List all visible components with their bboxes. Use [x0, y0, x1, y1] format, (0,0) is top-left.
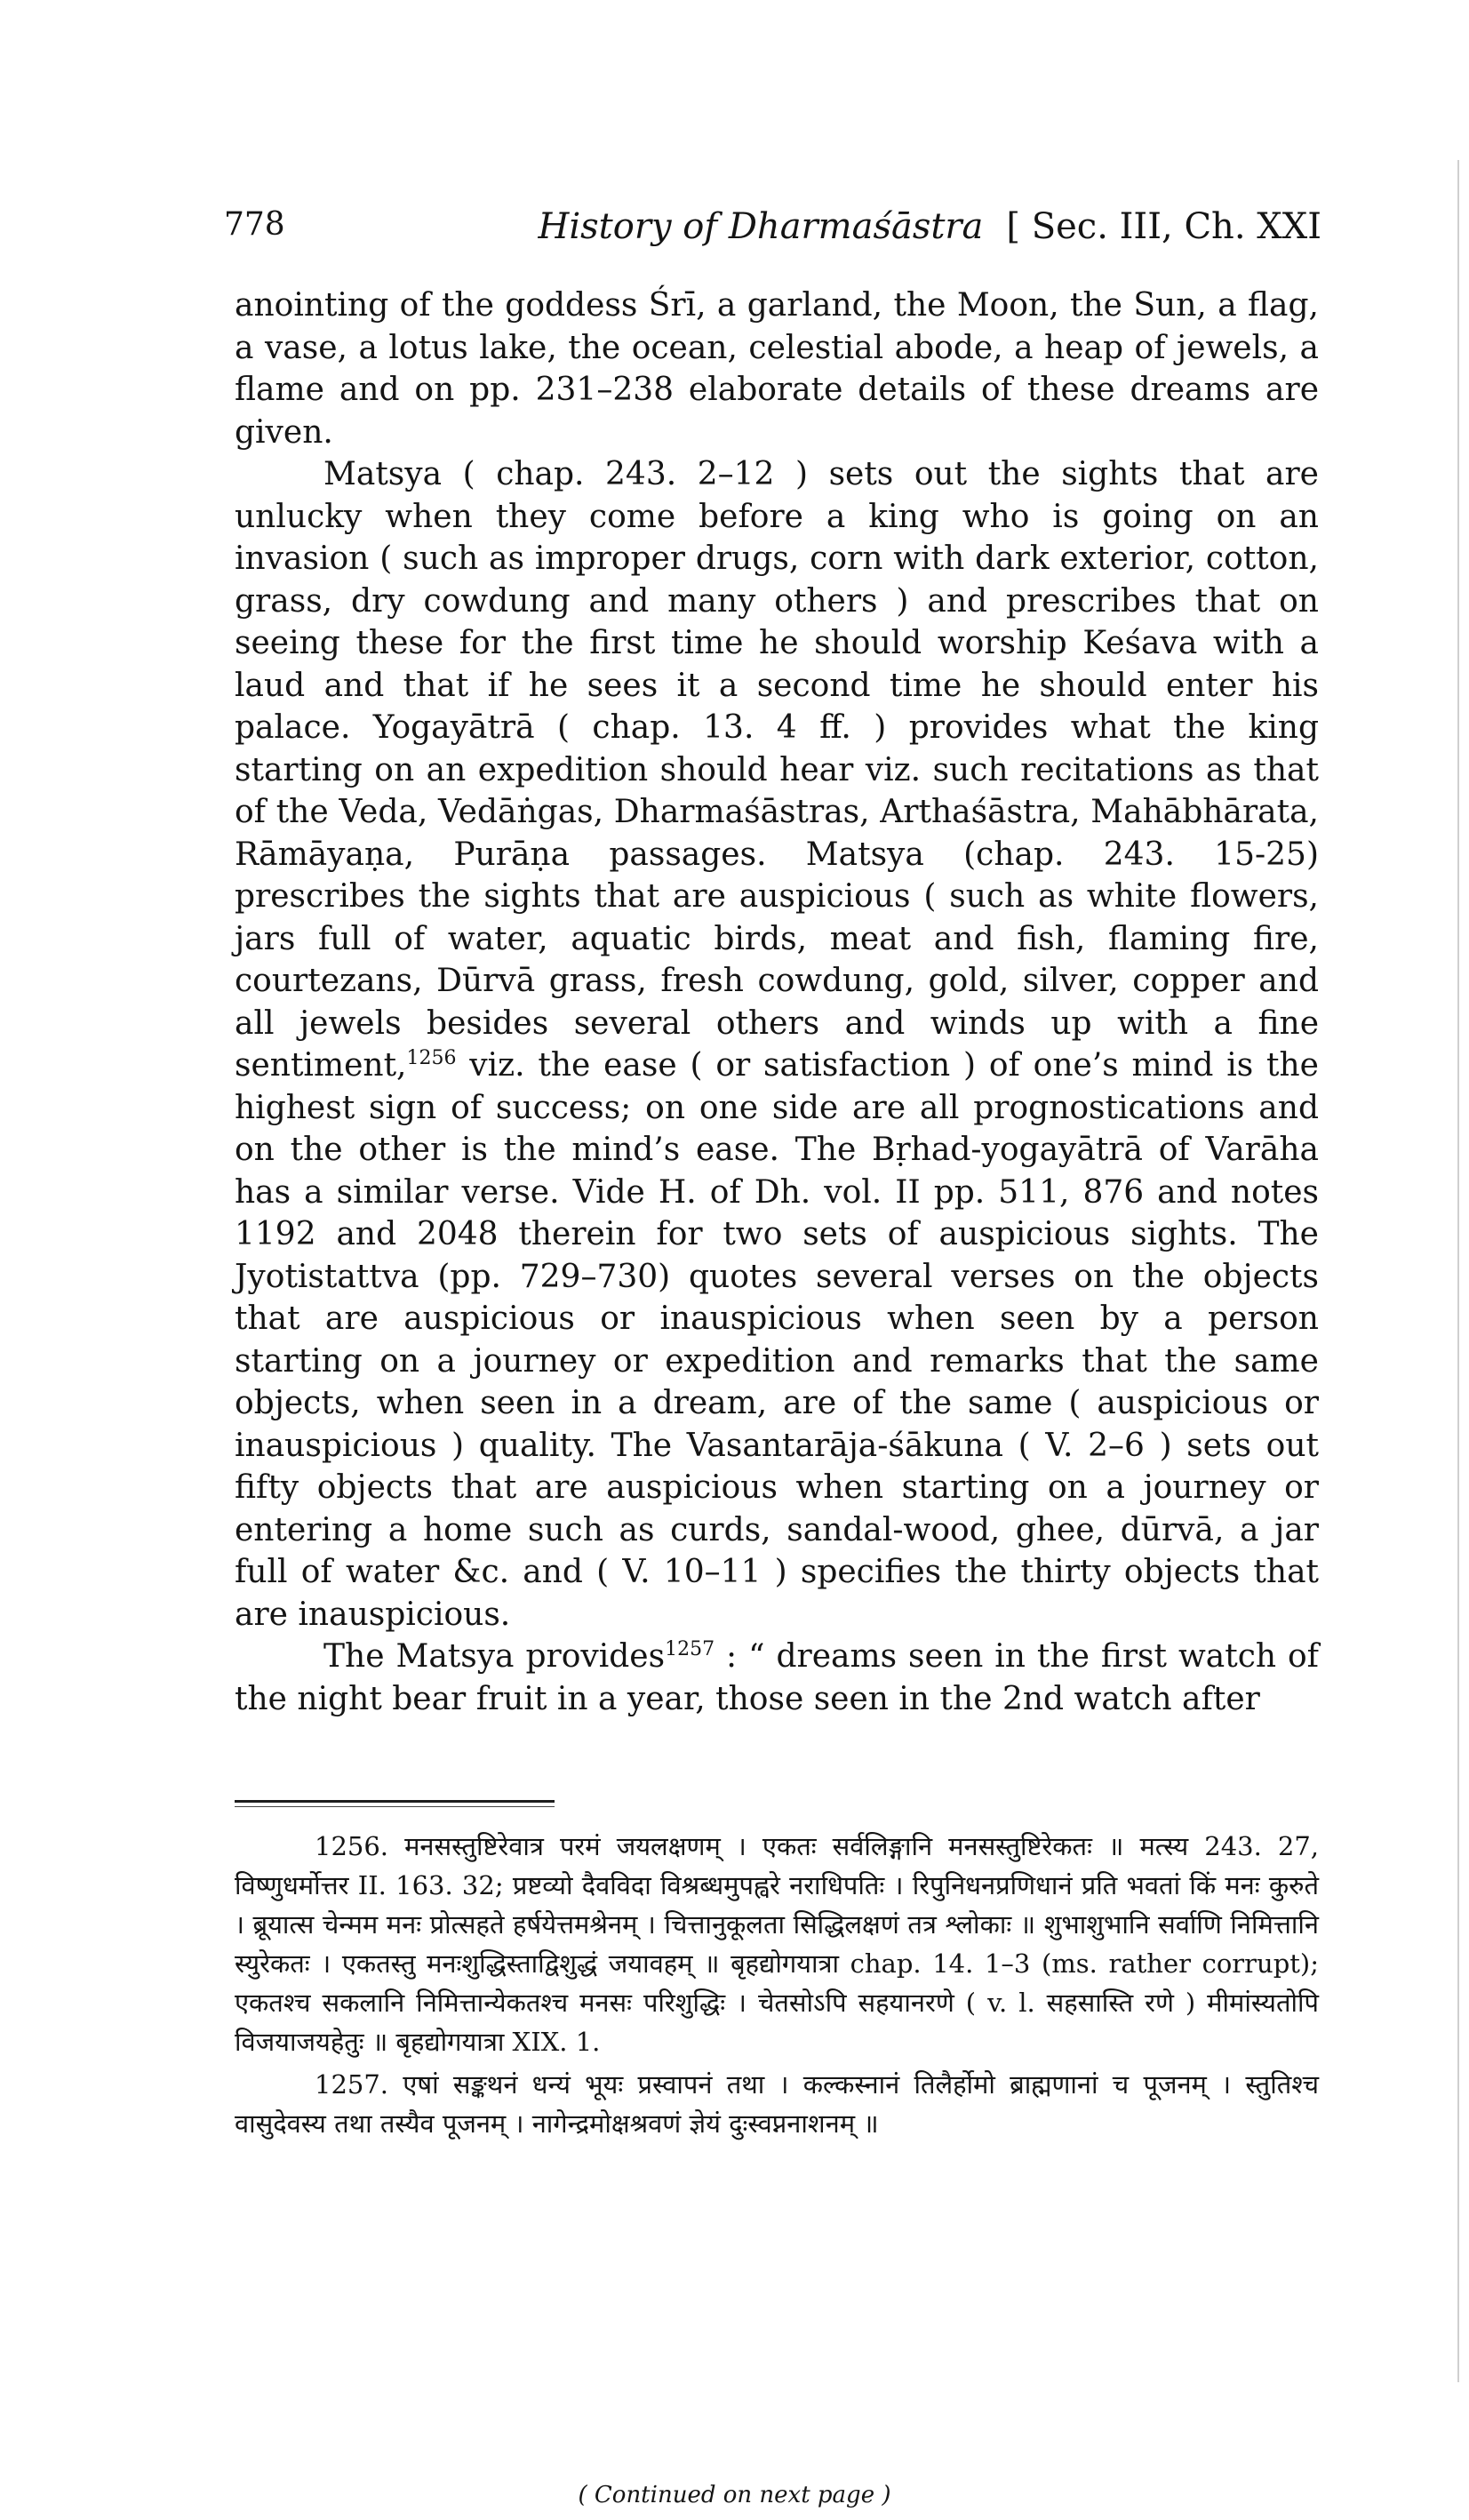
paragraph-2 — [235, 453, 1319, 1636]
main-text — [235, 284, 1319, 1720]
paragraph-2-part-a: Matsya ( chap. 243. 2–12 ) sets out the sights that are unlucky when they come before a king who is going on an invasion ( such as improper drugs, corn with dark exterior, cotton, grass, dry cowdung and many others ) and prescribes that on seeing these for the first time he should worship Keśava with a laud and that if he sees it a second time he should enter his palace. Yogayātrā ( chap. 13. 4 ff. ) provides what the king starting on an expedition should hear viz. such recitations as that of the Veda, Vedāṅgas, Dharmaśāstras, Arthaśāstra, Mahābhārata, Rāmāyaṇa, Purāṇa passages. Matsya (chap. 243. 15-25) prescribes the sights that are auspicious ( such as white flowers, jars full of water, aquatic birds, meat and fish, flaming fire, courtezans, Dūrvā grass, fresh cowdung, gold, silver, copper and all jewels besides several others and winds up with a fine sentiment, — [235, 456, 1319, 1084]
footnote-ref-1256[interactable]: 1256 — [406, 1047, 457, 1069]
footnote-rule-thin — [235, 1806, 555, 1807]
footnotes — [235, 1827, 1319, 2147]
running-title: History of Dharmaśāstra — [538, 206, 984, 247]
paragraph-3-part-b: : “ dreams seen in the first watch of the night bear fruit in a year, those seen in the 2nd watch after — [235, 1638, 1319, 1717]
footnote-ref-1257[interactable]: 1257 — [665, 1638, 715, 1660]
scan-edge-line — [1457, 160, 1459, 2382]
continued-note: ( Continued on next page ) — [578, 2482, 891, 2508]
paragraph-3-part-a: The Matsya provides — [323, 1638, 666, 1675]
section-label: [ Sec. III, Ch. XXI — [1006, 206, 1321, 247]
footnote-1256: 1256. मनसस्तुष्टिरेवात्र परमं जयलक्षणम् । एकतः सर्वलिङ्गानि मनसस्तुष्टिरेकतः ॥ मत्स्य 243. 27, विष्णुधर्मोत्तर II. 163. 32; प्रष्टव्यो दैवविदा विश्रब्धमुपह्वरे नराधिपतिः । रिपुनिधनप्रणिधानं प्रति भवतां किं मनः कुरुते । ब्रूयात्स चेन्मम मनः प्रोत्सहते हर्षयेत्तमश्रेनम् । चित्तानुकूलता सिद्धिलक्षणं तत्र श्लोकाः ॥ शुभाशुभानि सर्वाणि निमित्तानि स्युरेकतः । एकतस्तु मनःशुद्धिस्ताद्विशुद्धं जयावहम् ॥ बृहद्योगयात्रा chap. 14. 1–3 (ms. rather corrupt); एकतश्च सकलानि निमित्तान्येकतश्च मनसः परिशुद्धिः । चेतसोऽपि सहयानरणे ( v. l. सहसास्ति रणे ) मीमांस्यतोपि विजयाजयहेतुः ॥ बृहद्योगयात्रा XIX. 1. — [235, 1831, 1319, 2057]
running-header — [224, 206, 1321, 260]
footnote-1257: 1257. एषां सङ्कथनं धन्यं भूयः प्रस्वापनं तथा । कल्कस्नानं तिलैर्होमो ब्राह्मणानां च पूजनम् । स्तुतिश्च वासुदेवस्य तथा तस्यैव पूजनम् । नागेन्द्रमोक्षश्रवणं ज्ञेयं दुःस्वप्ननाशनम् ॥ — [235, 2069, 1319, 2139]
paragraph-3 — [235, 1636, 1319, 1720]
page-number: 778 — [224, 206, 285, 243]
paragraph-2-part-b: viz. the ease ( or satisfaction ) of one’s mind is the highest sign of success; on one side are all prognostications and on the other is the mind’s ease. The Bṛhad-yogayātrā of Varāha has a similar verse. Vide H. of Dh. vol. II pp. 511, 876 and notes 1192 and 2048 therein for two sets of auspicious sights. The Jyotistattva (pp. 729–730) quotes several verses on the objects that are auspicious or inauspicious when seen by a person starting on a journey or expedition and remarks that the same objects, when seen in a dream, are of the same ( auspicious or inauspicious ) quality. The Vasantarāja-śākuna ( V. 2–6 ) sets out fifty objects that are auspicious when starting on a journey or entering a home such as curds, sandal-wood, ghee, dūrvā, a jar full of water &c. and ( V. 10–11 ) specifies the thirty objects that are inauspicious. — [235, 1047, 1319, 1633]
paragraph-1: anointing of the goddess Śrī, a garland, the Moon, the Sun, a flag, a vase, a lotus lake, the ocean, celestial abode, a heap of jewels, a flame and on pp. 231–238 elaborate details of these dreams are given. — [235, 287, 1319, 451]
footnote-rule — [235, 1800, 555, 1803]
running-title-block — [538, 206, 1321, 247]
